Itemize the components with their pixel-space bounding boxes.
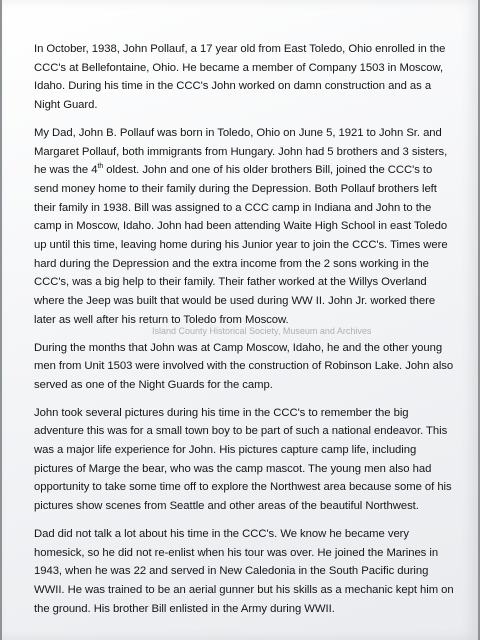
paragraph-2-text-b: oldest. John and one of his older brothers Bill, joined the CCC's to send money home to their family during the Depression. Both Pollauf brothers left their family in 1938. Bill was assigned to a CCC camp in Indiana and John to the camp in Moscow, Idaho. John had been attending Waite High School in east Toledo up until this time, leaving home during his Junior year to join the CCC's. Times were hard during the Depression and the extra income from the 2 sons working in the CCC's, was a big help to their family. Their father worked at the Willys Overland where the Jeep was built that would be used during WW II. John Jr. worked there later as well after his return to Toledo from Moscow. xyxy=(34,164,448,326)
document-page xyxy=(2,0,478,640)
paragraph-4: John took several pictures during his time in the CCC's to remember the big adventure this was for a small town boy to be part of such a national endeavor. This was a major life experience for John. His pictures capture camp life, including pictures of Marge the bear, who was the camp mascot. The young men also had opportunity to take some time off to explore the Northwest area because some of his pictures show scenes from Seattle and other areas of the beautiful Northwest. xyxy=(34,406,452,513)
paragraph-5: Dad did not talk a lot about his time in the CCC's. We know he became very homesick, so he did not re-enlist when his tour was over. He joined the Marines in 1943, when he was 22 and served in New Caledonia in the South Pacific during WWII. He was trained to be an aerial gunner but his skills as a mechanic kept him on the ground. His brother Bill enlisted in the Army during WWII. xyxy=(34,527,454,615)
paragraph-2 xyxy=(34,124,458,330)
watermark: Island County Historical Society, Museum and Archives xyxy=(152,326,372,336)
ordinal-suffix: th xyxy=(97,163,104,171)
paragraph-2-text-a: My Dad, John B. Pollauf was born in Toledo, Ohio on June 5, 1921 to John Sr. and Margaret Pollauf, both immigrants from Hungary. John had 5 brothers and 3 sisters, he was the 4 xyxy=(34,126,448,177)
paragraph-3: During the months that John was at Camp Moscow, Idaho, he and the other young men from Unit 1503 were involved with the construction of Robinson Lake. John also served as one of the Night Guards for the camp. xyxy=(34,341,454,391)
paragraph-1: In October, 1938, John Pollauf, a 17 year old from East Toledo, Ohio enrolled in the CCC's at Bellefontaine, Ohio. He became a member of Company 1503 in Moscow, Idaho. During his time in the CCC's John worked on damn construction and as a Night Guard. xyxy=(34,43,446,112)
